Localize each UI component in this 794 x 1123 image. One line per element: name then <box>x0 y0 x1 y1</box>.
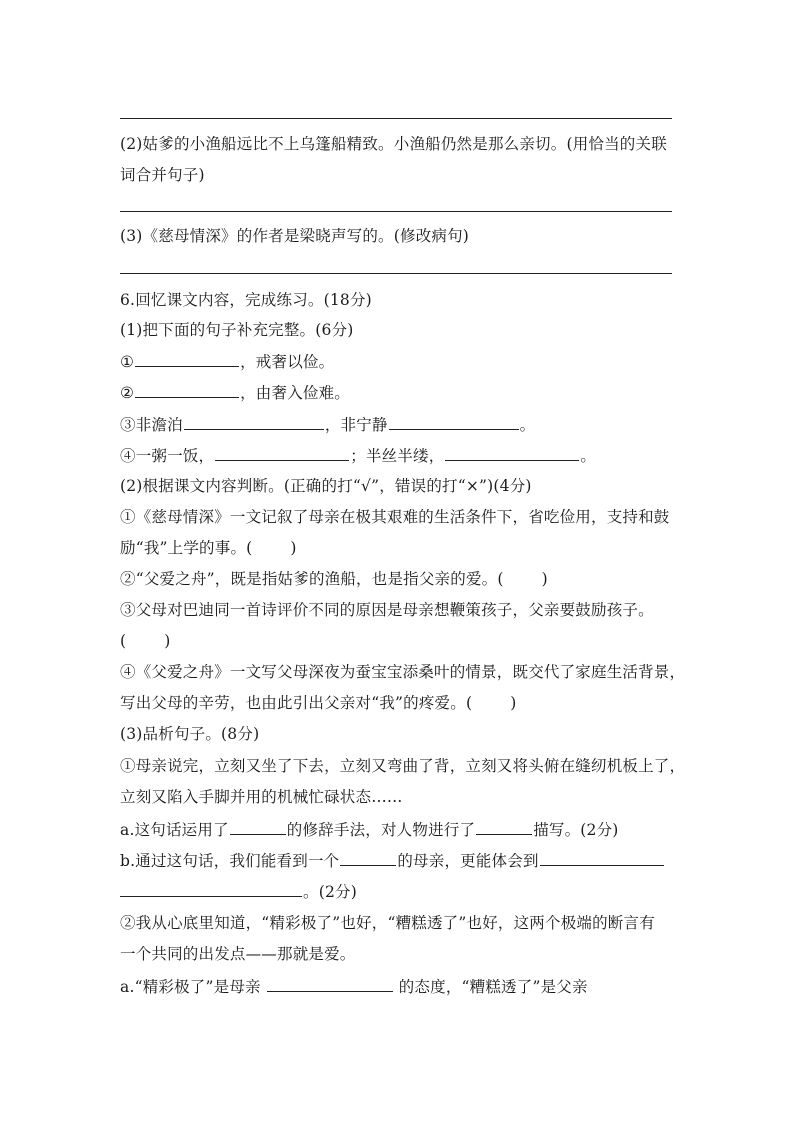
fill-blank[interactable] <box>135 351 239 367</box>
judge-1-line1: ①《慈母情深》一文记叙了母亲在极其艰难的生活条件下，省吃俭用，支持和鼓 <box>120 508 670 526</box>
fill-blank[interactable] <box>340 850 396 866</box>
q6-title: 6.回忆课文内容，完成练习。(18分) <box>120 291 372 309</box>
fill-blank[interactable] <box>184 414 324 430</box>
question-b-line1: b.通过这句话，我们能看到一个 的母亲，更能体会到 <box>120 850 672 871</box>
fill-blank[interactable] <box>476 819 532 835</box>
fill-blank[interactable] <box>445 445 579 461</box>
q6-part3-title: (3)品析句子。(8分) <box>120 725 260 743</box>
fill-blank[interactable] <box>540 850 664 866</box>
judge-1-line2: 励“我”上学的事。( ) <box>120 539 297 557</box>
judge-4-line2: 写出父母的辛劳，也由此引出父亲对“我”的疼爱。( ) <box>120 694 517 712</box>
question-a: a.这句话运用了 的修辞手法，对人物进行了 描写。(2分) <box>120 821 619 839</box>
answer-line <box>120 273 672 274</box>
question-b-line2: 。(2分) <box>120 881 672 902</box>
question-c: a.“精彩极了”是母亲 的态度，“糟糕透了”是父亲 <box>120 978 588 996</box>
fill-sentence-3: ③非澹泊 ，非宁静 。 <box>120 416 536 434</box>
fill-sentence-2: ② ，由奢入俭难。 <box>120 384 351 402</box>
q6-part1-title: (1)把下面的句子补充完整。(6分) <box>120 321 354 339</box>
q5-item2-line2: 词合并句子) <box>120 166 205 184</box>
passage-1-line2: 立刻又陷入手脚并用的机械忙碌状态…… <box>120 788 403 806</box>
fill-blank[interactable] <box>135 382 239 398</box>
judge-2: ②“父爱之舟”，既是指姑爹的渔船，也是指父亲的爱。( ) <box>120 570 548 588</box>
fill-sentence-1: ① ，戒奢以俭。 <box>120 353 335 371</box>
passage-1-line1: ①母亲说完，立刻又坐了下去，立刻又弯曲了背，立刻又将头俯在缝纫机板上了， <box>120 757 686 775</box>
q6-part2-title: (2)根据课文内容判断。(正确的打“√”，错误的打“×”)(4分) <box>120 477 532 495</box>
passage-2-line2: 一个共同的出发点——那就是爱。 <box>120 945 356 963</box>
answer-line <box>120 118 672 119</box>
q5-item2-line1: (2)姑爹的小渔船远比不上乌篷船精致。小渔船仍然是那么亲切。(用恰当的关联 <box>120 135 667 153</box>
answer-line <box>120 211 672 212</box>
fill-blank[interactable] <box>267 976 393 992</box>
fill-blank[interactable] <box>389 414 519 430</box>
passage-2-line1: ②我从心底里知道，“精彩极了”也好，“糟糕透了”也好，这两个极端的断言有 <box>120 914 655 932</box>
fill-sentence-4: ④一粥一饭， ；半丝半缕， 。 <box>120 447 597 465</box>
judge-3-line2: ( ) <box>120 632 171 650</box>
fill-blank[interactable] <box>120 881 302 897</box>
judge-4-line1: ④《父爱之舟》一文写父母深夜为蚕宝宝添桑叶的情景，既交代了家庭生活背景， <box>120 663 686 681</box>
fill-blank[interactable] <box>230 819 286 835</box>
judge-3-line1: ③父母对巴迪同一首诗评价不同的原因是母亲想鞭策孩子，父亲要鼓励孩子。 <box>120 601 654 619</box>
fill-blank[interactable] <box>215 445 349 461</box>
q5-item3: (3)《慈母情深》的作者是梁晓声写的。(修改病句) <box>120 227 470 245</box>
